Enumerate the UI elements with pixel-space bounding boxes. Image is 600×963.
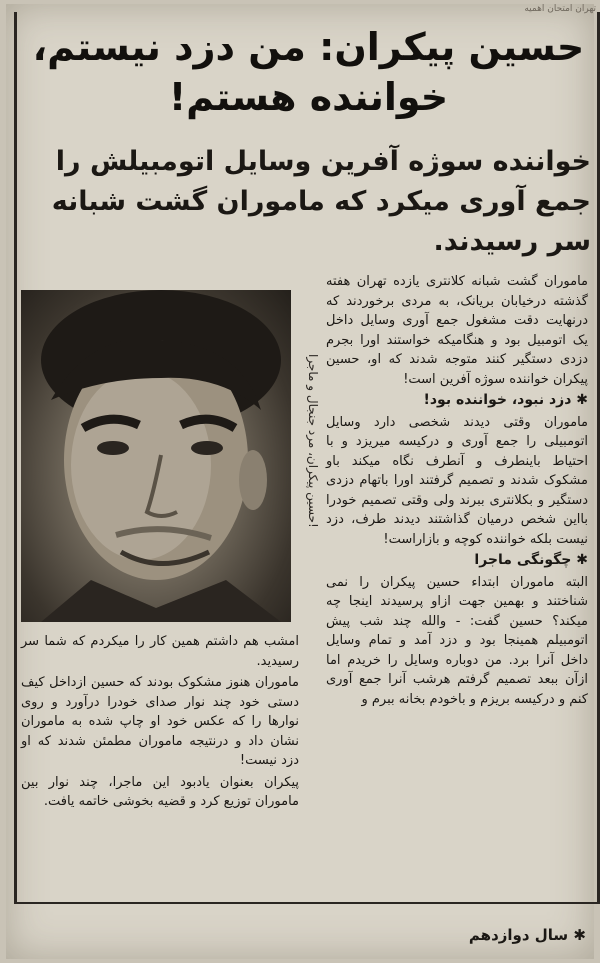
right-paragraph-2: ماموران وقتی دیدند شخصی دارد وسایل اتومبیلی را جمع آوری و درکیسه میریزد و با احتیاط باینطرف و آنطرف نگاه میکند باو مشکوک شدند و تصمیم گرفتند اورا باتهام دزدی دستگیر و بکلانتری ببرند ولی وقتی تصمیم خودرا بااین شخص درمیان گذاشتند دیدند طرف، دزد نیست بلکه خواننده کوچه و بازاراست! (326, 414, 588, 547)
headline: حسین پیکران: من دزد نیستم، خواننده هستم! (32, 25, 585, 119)
portrait-photo (21, 290, 291, 622)
right-paragraph-1: ماموران گشت شبانه کلانتری یازده تهران هفته گذشته درخیابان بریانک، به مردی برخوردند که درنهایت دقت مشغول جمع آوری وسایل داخل یک اتومبیل بود و هنگامیکه خواستند اورا بجرم دزدی دستگیر کنند متوجه شدند که او، حسین پیکران خواننده سوژه آفرین است! (326, 274, 588, 387)
left-paragraph-1: امشب هم داشتم همین کار را میکردم که شما سر رسیدید. (21, 634, 299, 669)
asterisk-bullet-icon: ✱ (576, 552, 588, 568)
footer-label (446, 926, 586, 944)
newspaper-clipping (6, 4, 594, 959)
left-border-rule (14, 12, 17, 904)
footer-text: سال دوازدهم (468, 926, 569, 944)
asterisk-bullet-icon: ✱ (576, 392, 588, 408)
portrait-illustration (21, 290, 291, 622)
subtitle-how-it-happened (326, 551, 588, 571)
subtitle-not-thief (326, 391, 588, 411)
left-paragraph-2: ماموران هنوز مشکوک بودند که حسین ازداخل کیف دستی خود چند نوار صدای خودرا درآورد و روی نوارها را که عکس خود او چاپ شده به ماموران نشان داد و درنتیجه ماموران مطمئن شدند که او دزد نیست! (21, 675, 299, 768)
right-column (326, 272, 588, 711)
left-paragraph-3: پیکران بعنوان یادبود این ماجرا، چند نوار بین ماموران توزیع کرد و قضیه بخوشی خاتمه یافت. (21, 774, 299, 809)
right-paragraph-3: البته ماموران ابتداء حسین پیکران را نمی شناختند و بهمین جهت ازاو پرسیدند اینجا چه میکند؟ حسین گفت: - والله چند شب پیش اتومبیلم همینجا بود و دزد آمد و تمام وسایل داخل آنرا برد. من دوباره وسایل را خریدم اما ازآن ببعد تصمیم گرفتم هرشب آنرا جمع آوری کنم و درکیسه بریزم و باخودم بخانه ببرم و (326, 574, 588, 707)
asterisk-bullet-icon: ✱ (573, 926, 586, 944)
bottom-border-rule (14, 902, 600, 904)
subtitle-text: دزد نبود، خواننده بود! (423, 392, 572, 408)
subheadline: خواننده سوژه آفرین وسایل اتومبیلش را جمع آوری میکرد که ماموران گشت شبانه سر رسیدند. (51, 146, 591, 257)
top-strip-text: تهران امتحان اهمیه (524, 4, 596, 14)
photo-caption: حسین پیکران، مرد جنجال و ماجرا! (306, 354, 320, 528)
subtitle-text: چگونگی ماجرا (474, 552, 572, 568)
left-column (21, 632, 299, 814)
